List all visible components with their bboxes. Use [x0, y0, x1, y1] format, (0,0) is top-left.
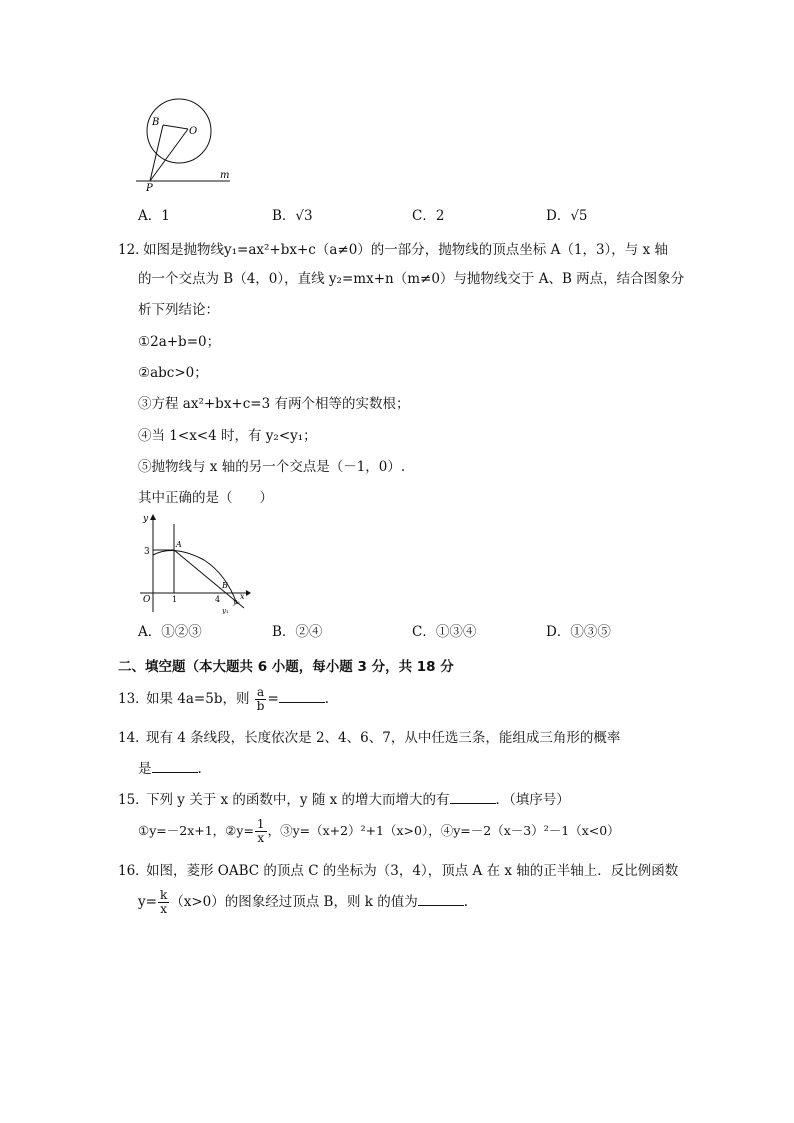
q16-line2-pre: y= — [138, 894, 157, 910]
q15-f3: ，③y=（x+2）²+1（x>0），④y=－2（x－3）²－1（x<0） — [267, 823, 620, 838]
q12-question: 其中正确的是（ ） — [138, 490, 273, 506]
q12-conclusion-3: ③方程 ax²+bx+c=3 有两个相等的实数根； — [138, 396, 410, 412]
q12-stem-line2: 的一个交点为 B（4，0），直线 y₂=mx+n（m≠0）与抛物线交于 A、B 两点，结合图象分 — [138, 271, 685, 287]
label-y1: y₁ — [222, 607, 229, 614]
q15-answer-blank[interactable] — [450, 791, 496, 804]
segment-bo — [163, 125, 188, 129]
q12-option-d: D．①③⑤ — [546, 624, 611, 640]
q13-fraction — [255, 686, 267, 713]
label-p: P — [146, 183, 153, 194]
q14-answer-blank[interactable] — [152, 760, 198, 773]
q14-number: 14． — [118, 730, 149, 746]
q16-fraction-num: k — [159, 888, 168, 902]
q15-f2-fraction — [255, 818, 267, 845]
parabola-y1 — [153, 551, 237, 604]
q16-end: . — [463, 894, 469, 910]
q11-option-c: C．2 — [412, 208, 445, 224]
q13-end: . — [324, 691, 330, 707]
label-o: O — [189, 126, 198, 137]
q14-line1: 现有 4 条线段，长度依次是 2、4、6、7，从中任选三条，能组成三角形的概率 — [146, 730, 621, 746]
q16-number: 16． — [118, 863, 149, 879]
q13-fraction-num: a — [255, 686, 267, 700]
q13-post: = — [267, 691, 279, 707]
label-y2: y₂ — [233, 598, 240, 606]
q12-conclusion-1: ①2a+b=0； — [138, 334, 221, 350]
q15-line1 — [146, 791, 570, 809]
label-x: x — [240, 592, 245, 601]
label-4: 4 — [215, 595, 221, 604]
q13-pre: 如果 4a=5b，则 — [146, 691, 250, 707]
q13-number: 13． — [118, 691, 149, 707]
q13-text — [146, 686, 329, 713]
q16-answer-blank[interactable] — [418, 893, 464, 906]
q12-conclusion-4: ④当 1<x<4 时，有 y₂<y₁； — [138, 428, 317, 444]
q16-fraction — [158, 889, 169, 916]
q14-line2 — [138, 760, 202, 778]
q16-line1: 如图，菱形 OABC 的顶点 C 的坐标为（3，4），顶点 A 在 x 轴的正半轴上．反比例函数 — [146, 863, 679, 879]
label-a: A — [176, 540, 182, 549]
q12-option-c: C．①③④ — [412, 624, 477, 640]
q15-line1-post: ．（填序号） — [495, 792, 570, 808]
q12-stem-line3: 析下列结论： — [138, 302, 219, 318]
x-axis-arrow-icon — [246, 590, 251, 596]
q15-number: 15． — [118, 792, 149, 808]
q14-end: . — [197, 761, 202, 777]
q12-conclusion-2: ②abc>0； — [138, 365, 208, 381]
q16-fraction-den: x — [160, 902, 167, 916]
q15-f1: ①y=－2x+1， — [138, 823, 226, 838]
label-b: B — [222, 581, 228, 590]
q13-answer-blank[interactable] — [279, 690, 325, 703]
q14-line2-pre: 是 — [138, 761, 152, 777]
q11-figure — [132, 98, 238, 196]
q12-graph — [134, 512, 252, 614]
label-3: 3 — [144, 547, 150, 557]
q12-stem-line1: 如图是抛物线y₁=ax²+bx+c（a≠0）的一部分，抛物线的顶点坐标 A（1，3），与 x 轴 — [143, 242, 668, 258]
label-m: m — [220, 170, 230, 181]
q12-number: 12． — [118, 242, 149, 258]
q11-option-d: D．√5 — [546, 208, 588, 224]
q11-option-a: A．1 — [138, 208, 170, 224]
section-fill-in-title: 二、填空题（本大题共 6 小题，每小题 3 分，共 18 分 — [118, 659, 454, 675]
q11-option-b: B．√3 — [272, 208, 313, 224]
label-b: B — [152, 117, 160, 128]
q12-option-a: A．①②③ — [138, 624, 202, 640]
q12-conclusion-5: ⑤抛物线与 x 轴的另一个交点是（－1，0）. — [138, 459, 406, 475]
q16-line2 — [138, 888, 468, 916]
q15-f2-num: 1 — [256, 817, 265, 831]
q15-f2-pre: ②y= — [225, 823, 254, 838]
label-origin: O — [143, 595, 151, 605]
q12-option-b: B．②④ — [272, 624, 323, 640]
y-axis-arrow-icon — [150, 514, 156, 520]
q13-fraction-den: b — [256, 699, 265, 713]
q16-line2-post: （x>0）的图象经过顶点 B，则 k 的值为 — [170, 894, 418, 910]
q15-f2-den: x — [257, 831, 265, 845]
label-1: 1 — [172, 595, 178, 604]
label-y: y — [143, 514, 149, 524]
q15-line1-pre: 下列 y 关于 x 的函数中，y 随 x 的增大而增大的有 — [146, 792, 450, 808]
q15-functions — [138, 817, 620, 845]
